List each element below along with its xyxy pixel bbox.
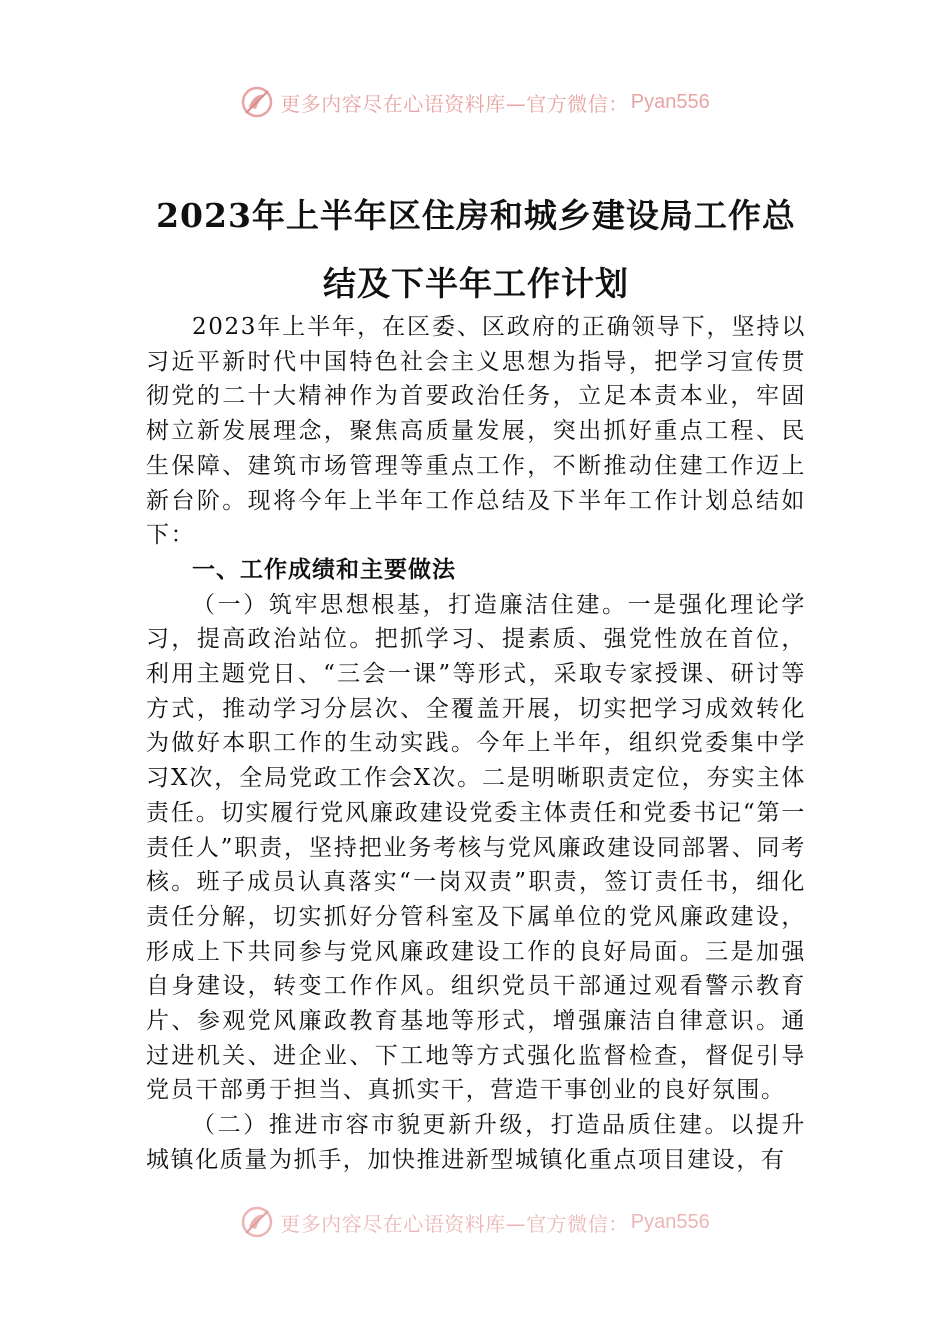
section-paragraph-1: （一）筑牢思想根基，打造廉洁住建。一是强化理论学习，提高政治站位。把抓学习、提素质、强党性放在首位，利用主题党日、“三会一课”等形式，采取专家授课、研讨等方式，推动学习分层次、全覆盖开展，切实把学习成效转化为做好本职工作的生动实践。今年上半年，组织党委集中学习X次，全局党政工作会X次。二是明晰职责定位，夯实主体责任。切实履行党风廉政建设党委主体责任和党委书记“第一责任人”职责，坚持把业务考核与党风廉政建设同部署、同考核。班子成员认真落实“一岗双责”职责，签订责任书，细化责任分解，切实抓好分管科室及下属单位的党风廉政建设，形成上下共同参与党风廉政建设工作的良好局面。三是加强自身建设，转变工作作风。组织党员干部通过观看警示教育片、参观党风廉政教育基地等形式，增强廉洁自律意识。通过进机关、进企业、下工地等方式强化监督检查，督促引导党员干部勇于担当、真抓实干，营造干事创业的良好氛围。	[146, 591, 806, 1104]
watermark-footer	[0, 1202, 950, 1242]
intro-paragraph: 2023年上半年，在区委、区政府的正确领导下，坚持以习近平新时代中国特色社会主义思想为指导，把学习宣传贯彻党的二十大精神作为首要政治任务，立足本责本业，牢固树立新发展理念，聚焦高质量发展，突出抓好重点工程、民生保障、建筑市场管理等重点工作，不断推动住建工作迈上新台阶。现将今年上半年工作总结及下半年工作计划总结如下：	[146, 314, 806, 549]
watermark-text: 更多内容尽在心语资料库—官方微信：	[280, 91, 629, 116]
watermark-id: Pyan556	[630, 90, 710, 113]
section-heading: 一、工作成绩和主要做法	[192, 556, 456, 583]
watermark-id: Pyan556	[630, 1210, 710, 1233]
watermark-header	[0, 82, 950, 122]
document-title-line-2: 结及下半年工作计划	[323, 264, 629, 303]
watermark-logo-icon	[240, 85, 274, 119]
document-body	[146, 310, 806, 1178]
document-title-line-1: 2023年上半年区住房和城乡建设局工作总	[156, 196, 796, 235]
section-paragraph-2: （二）推进市容市貌更新升级，打造品质住建。以提升城镇化质量为抓手，加快推进新型城镇化重点项目建设，有	[146, 1112, 806, 1173]
watermark-logo-icon	[240, 1205, 274, 1239]
watermark-text: 更多内容尽在心语资料库—官方微信：	[280, 1211, 629, 1236]
